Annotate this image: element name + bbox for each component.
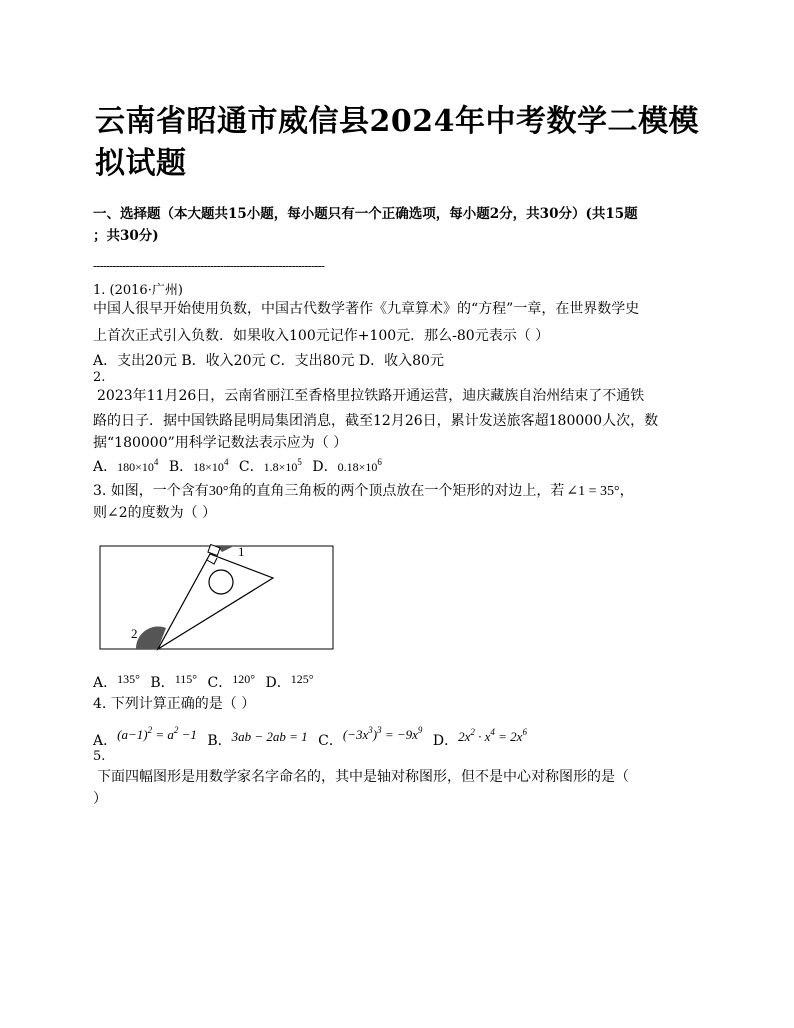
q4-option-a: $(a-1)^2 = a^2 -1$ — [117, 725, 197, 742]
q4-line1: 4. 下列计算正确的是（ ） — [93, 696, 256, 712]
triangle-shape — [158, 554, 273, 649]
q2-options — [93, 456, 382, 476]
q1-header: 1. (2016·广州) — [93, 283, 183, 298]
q1-line2: 上首次正式引入负数．如果收入100元记作+100元．那么-80元表示（ ） — [93, 328, 550, 344]
label-angle-1: 1 — [238, 544, 245, 559]
q2-option-d-label: D． — [312, 459, 338, 475]
q5-line1: 下面四幅图形是用数学家名字命名的，其中是轴对称图形，但不是中心对称图形的是（ — [97, 769, 629, 785]
page-title-line2: 拟试题 — [95, 146, 187, 181]
section-heading-line1: 一、选择题（本大题共15小题，每小题只有一个正确选项，每小题2分，共30分）(共15题 — [93, 206, 638, 222]
q2-line3: 据“180000”用科学记数法表示应为（ ） — [93, 435, 348, 451]
q2-option-c-label: C． — [238, 459, 264, 475]
q2-line2: 路的日子．据中国铁路昆明局集团消息，截至12月26日，累计发送旅客超180000人次，数 — [93, 413, 659, 429]
q2-option-b: $18\times 10^4$ — [193, 457, 229, 474]
divider: ----------------------------------------------------------------------- — [93, 259, 325, 273]
q1-line1: 中国人很早开始使用负数，中国古代数学著作《九章算术》的“方程”一章，在世界数学史 — [93, 301, 640, 317]
triangle-hole — [209, 570, 233, 594]
label-angle-2: 2 — [131, 626, 138, 641]
q2-option-a: $180\times 10^4$ — [117, 457, 159, 474]
q4-option-b: 3ab − 2ab = 1 — [231, 729, 308, 744]
q5-line2: ） — [93, 791, 107, 807]
q2-line1: 2023年11月26日，云南省丽江至香格里拉铁路开通运营，迪庆藏族自治州结束了不通铁 — [97, 388, 645, 404]
q5-number: 5. — [93, 749, 106, 764]
q3-line1: 3. 如图，一个含有30°角的直角三角板的两个顶点放在一个矩形的对边上，若 ∠1 = 35°， — [93, 483, 634, 499]
q4-option-d: $2x^2 \cdot x^4 = 2x^6$ — [458, 727, 527, 744]
page-title-line1: 云南省昭通市威信县2024年中考数学二模模 — [95, 104, 699, 139]
q2-option-d: $0.18\times 10^6$ — [337, 457, 382, 474]
section-heading-line2: ；共30分) — [93, 228, 159, 244]
q4-option-c: $(-3x^3)^3 = -9x^9$ — [342, 725, 423, 742]
q2-number: 2. — [93, 370, 106, 385]
q3-figure — [98, 540, 338, 652]
q1-options: A．支出20元 B．收入20元 C．支出80元 D．收入80元 — [93, 353, 444, 369]
q4-options: A．$(a-1)^2 = a^2 -1$ B．3ab − 2ab = 1 C．$(-3x^3)^3 = -9x^9$ D．$2x^2 \cdot x^4 = 2x^6$ — [93, 725, 527, 749]
q2-option-b-label: B． — [168, 459, 194, 475]
q3-options: A．135° B．115° C．120° D．125° — [93, 672, 314, 691]
q3-line2: 则∠2的度数为（ ） — [93, 505, 217, 521]
q2-option-a-label: A． — [93, 459, 118, 475]
q2-option-c: $1.8\times 10^5$ — [263, 457, 302, 474]
